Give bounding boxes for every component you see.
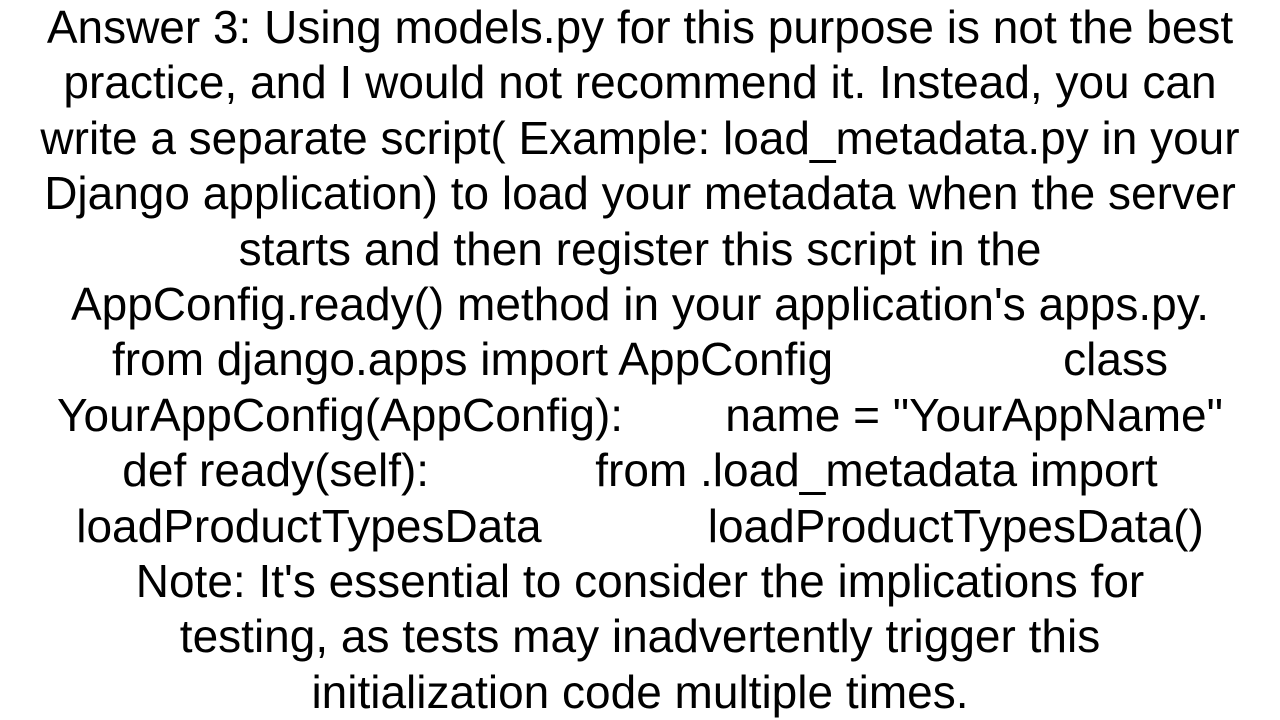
code-line: def ready(self): from .load_metadata import — [122, 444, 1158, 497]
note-line: Note: It's essential to consider the implications for — [135, 554, 1145, 607]
text-line: write a separate script( Example: load_metadata.py in your — [40, 111, 1240, 164]
code-line: loadProductTypesData loadProductTypesData() — [76, 499, 1204, 552]
text-line: AppConfig.ready() method in your application's apps.py. — [70, 277, 1210, 330]
text-line: Django application) to load your metadata when the server — [44, 167, 1236, 220]
note-line: testing, as tests may inadvertently trigger this — [179, 610, 1101, 663]
text-line: starts and then register this script in the — [238, 222, 1042, 275]
text-line: practice, and I would not recommend it. Instead, you can — [63, 56, 1217, 109]
text-line: Answer 3: Using models.py for this purpose is not the best — [46, 1, 1234, 53]
code-line: from django.apps import AppConfig class — [112, 333, 1168, 386]
note-line: initialization code multiple times. — [311, 665, 969, 718]
code-line: YourAppConfig(AppConfig): name = "YourAppName" — [57, 388, 1223, 441]
